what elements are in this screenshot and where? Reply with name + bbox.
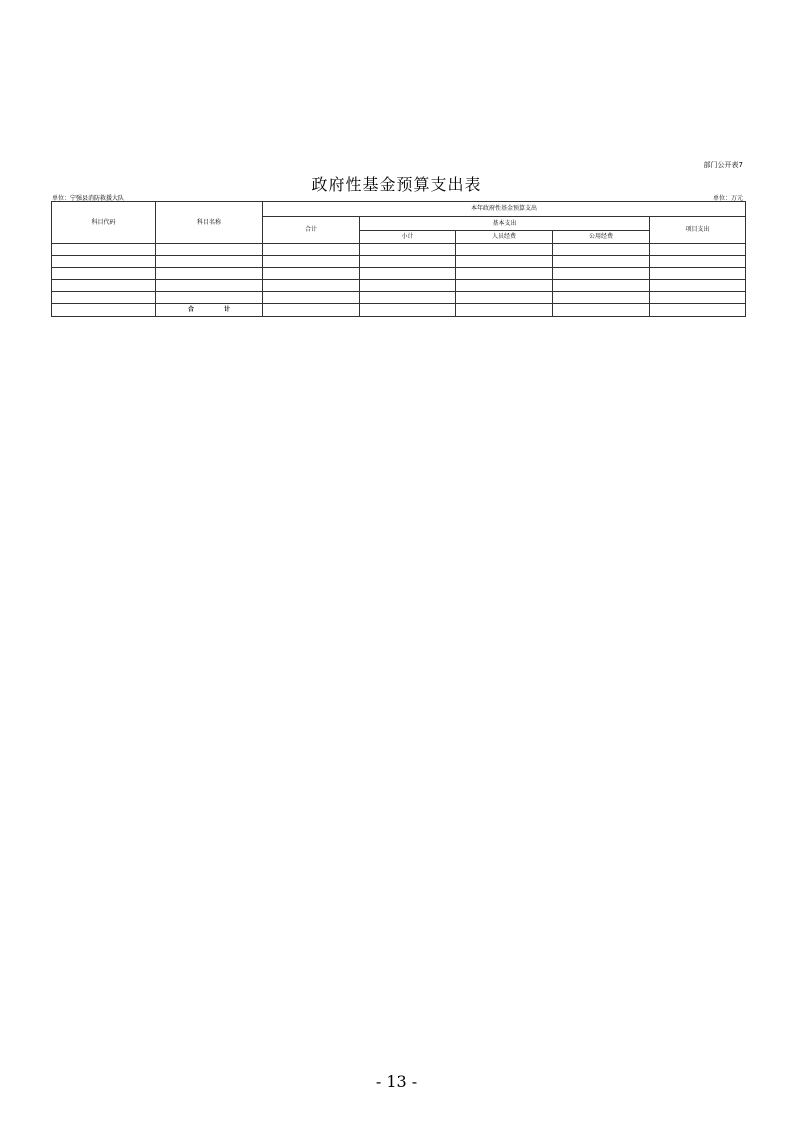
- table-row: [52, 244, 746, 256]
- table-cell: [52, 304, 156, 317]
- table-row: [52, 292, 746, 304]
- table-cell: [650, 292, 746, 304]
- table-cell: [456, 256, 553, 268]
- table-cell: [360, 244, 456, 256]
- unit-organization: 单位：宁强县消防救援大队: [52, 195, 125, 202]
- table-cell: [456, 292, 553, 304]
- table-cell: [156, 292, 263, 304]
- table-cell: [553, 292, 650, 304]
- table-cell: [52, 256, 156, 268]
- table-cell: [263, 292, 360, 304]
- table-cell: [650, 268, 746, 280]
- header-name: 科目名称: [156, 202, 263, 244]
- header-total: 合计: [263, 217, 360, 244]
- page-number: - 13 -: [375, 1072, 418, 1091]
- table-cell: [360, 292, 456, 304]
- header-row-1: [52, 202, 746, 217]
- table-cell: [456, 268, 553, 280]
- table-cell: [456, 280, 553, 292]
- unit-currency: 单位：万元: [712, 195, 743, 202]
- table-cell: [263, 244, 360, 256]
- total-label: 合 计: [156, 304, 263, 317]
- table-cell: [650, 244, 746, 256]
- page-title: 政府性基金预算支出表: [311, 175, 482, 194]
- table-cell: [650, 256, 746, 268]
- header-personnel: 人员经费: [456, 231, 553, 244]
- table-cell: [360, 268, 456, 280]
- header-public: 公用经费: [553, 231, 650, 244]
- header-subtotal: 小计: [360, 231, 456, 244]
- table-cell: [156, 268, 263, 280]
- table-cell: [52, 292, 156, 304]
- table-cell: [52, 268, 156, 280]
- table-cell: [650, 304, 746, 317]
- table-cell: [360, 304, 456, 317]
- table-cell: [360, 256, 456, 268]
- table-cell: [553, 268, 650, 280]
- header-current-year: 本年政府性基金预算支出: [263, 202, 746, 217]
- header-basic: 基本支出: [360, 217, 650, 231]
- table-cell: [156, 280, 263, 292]
- table-cell: [263, 304, 360, 317]
- budget-table: [51, 201, 746, 317]
- table-cell: [553, 280, 650, 292]
- table-cell: [263, 280, 360, 292]
- table-cell: [456, 304, 553, 317]
- table-cell: [456, 244, 553, 256]
- table-cell: [263, 268, 360, 280]
- table-cell: [553, 256, 650, 268]
- table-cell: [156, 256, 263, 268]
- table-row: [52, 280, 746, 292]
- header-project: 项目支出: [650, 217, 746, 244]
- table-cell: [553, 304, 650, 317]
- header-code: 科目代码: [52, 202, 156, 244]
- table-cell: [263, 256, 360, 268]
- total-row: [52, 304, 746, 317]
- table-cell: [52, 244, 156, 256]
- table-cell: [52, 280, 156, 292]
- table-row: [52, 268, 746, 280]
- table-cell: [360, 280, 456, 292]
- table-cell: [553, 244, 650, 256]
- table-cell: [650, 280, 746, 292]
- form-number: 部门公开表7: [703, 161, 743, 169]
- table-cell: [156, 244, 263, 256]
- table-row: [52, 256, 746, 268]
